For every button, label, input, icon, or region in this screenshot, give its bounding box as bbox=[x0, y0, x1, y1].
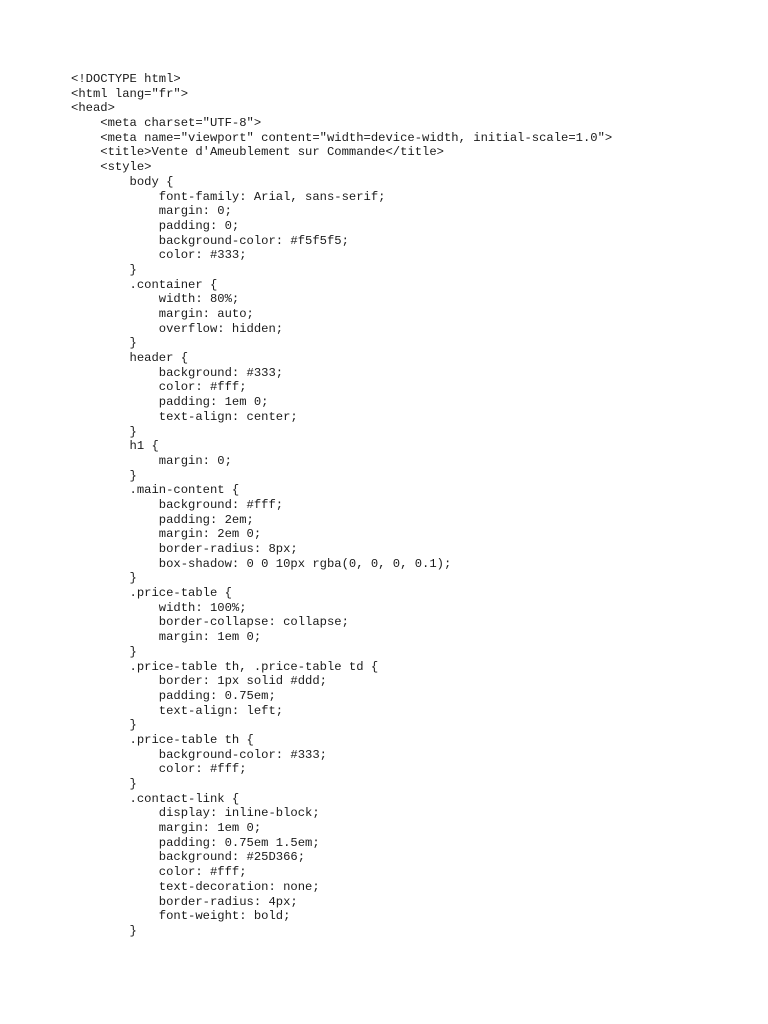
code-line: padding: 2em; bbox=[71, 512, 254, 527]
code-line: text-decoration: none; bbox=[71, 879, 320, 894]
code-line: margin: 0; bbox=[71, 453, 232, 468]
code-line: } bbox=[71, 336, 137, 351]
code-line: padding: 0.75em; bbox=[71, 688, 276, 703]
code-line: text-align: left; bbox=[71, 703, 284, 718]
code-line: color: #fff; bbox=[71, 865, 247, 880]
code-line: margin: 2em 0; bbox=[71, 527, 262, 542]
code-line: header { bbox=[71, 351, 189, 366]
code-line: border-radius: 8px; bbox=[71, 542, 298, 556]
code-line: } bbox=[71, 718, 137, 733]
code-line: <head> bbox=[71, 101, 115, 116]
code-line: border-collapse: collapse; bbox=[71, 615, 349, 630]
code-line: background-color: #f5f5f5; bbox=[71, 233, 349, 248]
code-line: } bbox=[71, 923, 137, 938]
code-listing bbox=[71, 72, 612, 939]
code-line: background: #333; bbox=[71, 365, 284, 380]
code-line: <html lang="fr"> bbox=[71, 86, 189, 101]
code-line: padding: 0.75em 1.5em; bbox=[71, 835, 320, 850]
code-line: padding: 1em 0; bbox=[71, 395, 269, 410]
code-line: } bbox=[71, 644, 137, 659]
code-line: .main-content { bbox=[71, 483, 240, 498]
code-line: .price-table th { bbox=[71, 732, 254, 747]
code-line: padding: 0; bbox=[71, 218, 240, 233]
code-line: background: #fff; bbox=[71, 497, 284, 512]
code-line: <meta charset="UTF-8"> bbox=[71, 116, 262, 131]
code-line: .container { bbox=[71, 277, 218, 292]
code-line: .price-table th, .price-table td { bbox=[71, 659, 379, 674]
code-line: } bbox=[71, 424, 137, 439]
code-line: background-color: #333; bbox=[71, 747, 327, 762]
code-line: <title>Vente d'Ameublement sur Commande</title> bbox=[71, 145, 444, 160]
code-line: <!DOCTYPE html> bbox=[71, 72, 181, 86]
code-line: } bbox=[71, 571, 137, 586]
code-line: } bbox=[71, 468, 137, 483]
code-line: .contact-link { bbox=[71, 791, 240, 806]
code-line: <style> bbox=[71, 160, 152, 175]
code-line: body { bbox=[71, 174, 174, 189]
code-line: background: #25D366; bbox=[71, 850, 306, 865]
code-line: margin: 0; bbox=[71, 204, 232, 219]
code-line: color: #333; bbox=[71, 248, 247, 263]
code-line: text-align: center; bbox=[71, 409, 298, 424]
code-line: margin: 1em 0; bbox=[71, 821, 262, 836]
code-line: <meta name="viewport" content="width=device-width, initial-scale=1.0"> bbox=[71, 130, 613, 145]
code-line: margin: auto; bbox=[71, 307, 254, 321]
code-line: .price-table { bbox=[71, 586, 232, 601]
code-line: width: 100%; bbox=[71, 600, 247, 615]
code-line: box-shadow: 0 0 10px rgba(0, 0, 0, 0.1); bbox=[71, 556, 452, 571]
code-line: display: inline-block; bbox=[71, 806, 320, 821]
code-line: border-radius: 4px; bbox=[71, 894, 298, 909]
code-line: margin: 1em 0; bbox=[71, 630, 262, 645]
code-line: font-weight: bold; bbox=[71, 909, 291, 924]
code-line: } bbox=[71, 262, 137, 277]
code-line: color: #fff; bbox=[71, 762, 247, 777]
code-line: h1 { bbox=[71, 439, 159, 454]
code-line: } bbox=[71, 777, 137, 791]
code-line: border: 1px solid #ddd; bbox=[71, 674, 327, 689]
code-line: font-family: Arial, sans-serif; bbox=[71, 189, 386, 204]
code-line: color: #fff; bbox=[71, 380, 247, 395]
code-line: overflow: hidden; bbox=[71, 321, 284, 336]
code-line: width: 80%; bbox=[71, 292, 240, 307]
